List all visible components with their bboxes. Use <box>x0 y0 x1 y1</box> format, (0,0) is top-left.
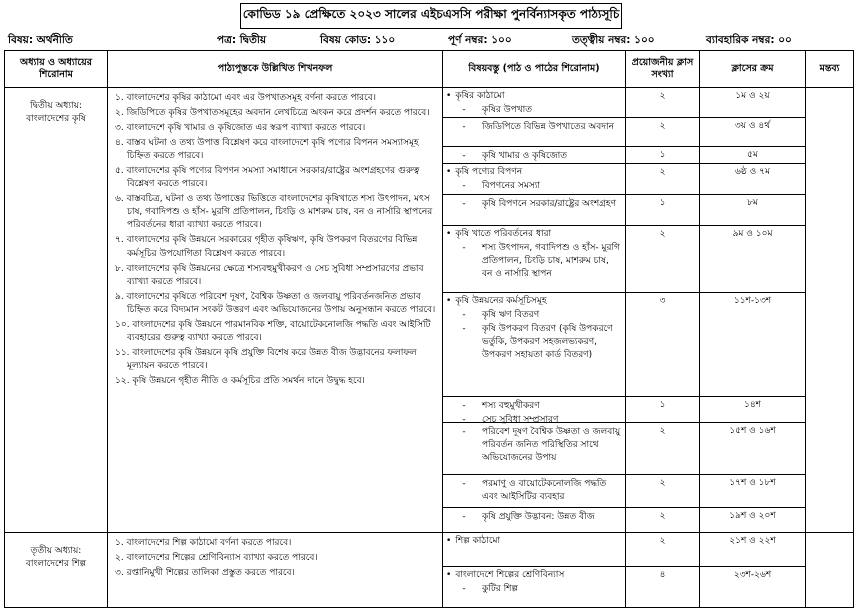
topic-heading: • কৃষির কাঠামো <box>446 90 622 103</box>
class-count: ৩ <box>626 293 699 397</box>
class-count: ৪ <box>659 570 666 580</box>
subtopic <box>446 198 622 211</box>
class-count: ১ <box>626 195 699 226</box>
class-order: ১৪শ <box>700 397 805 423</box>
dash-marker: - <box>462 151 466 161</box>
dash-marker: - <box>462 181 466 192</box>
subtopic <box>446 426 622 465</box>
learning-outcome: ৪. বাস্তব ঘটনা ও তথ্য উপাত্ত বিশ্লেষণ করে বাংলাদেশে কৃষি পণ্যের বিপনন সমস্যাসমূহ চিহ্নিত করতে পারবে। <box>115 138 419 162</box>
topic-block <box>443 226 625 293</box>
class-order: ১৫শ ও ১৬শ <box>700 423 805 475</box>
page-title: কোভিড ১৯ প্রেক্ষিতে ২০২৩ সালের এইচএসসি পরীক্ষা পুনর্বিন্যাসকৃত পাঠ্যসূচি <box>240 3 622 29</box>
class-order: ৯ম ও ১০ম <box>700 226 805 293</box>
full-marks: পূর্ণ নম্বর: ১০০ <box>448 34 512 46</box>
remarks-cell <box>806 88 854 533</box>
order-cell <box>700 88 806 533</box>
class-count: ২ <box>626 88 699 118</box>
subject-code: বিষয় কোড: ১১০ <box>320 34 396 46</box>
class-count: ২ <box>626 226 699 293</box>
topic-block <box>443 567 625 607</box>
learning-outcome: ১২. কৃষি উন্নয়নে গৃহীত নীতি ও কর্মসূচির প্রতি সমর্থন দানে উদ্বুদ্ধ হবে। <box>115 375 365 386</box>
topic-block <box>443 423 625 475</box>
topic-block <box>443 195 625 226</box>
subtopic-text: কৃষি বিপণনে সরকার/রাষ্ট্রের অংশগ্রহণ <box>482 199 617 209</box>
subtopic-text: বিপণনের সমস্যা <box>482 181 541 192</box>
header-content: বিষয়বস্তু (পাঠ ও পাঠের শিরোনাম) <box>443 51 626 88</box>
header-chapter: অধ্যায় ও অধ্যায়ের শিরোনাম <box>5 51 108 88</box>
classes-cell <box>626 533 700 608</box>
chapter-title: দ্বিতীয় অধ্যায়: বাংলাদেশের কৃষি <box>5 88 108 533</box>
dash-marker: - <box>462 324 466 335</box>
header-remarks: মন্তব্য <box>806 51 854 88</box>
dash-marker: - <box>462 427 466 437</box>
header-outcomes: পাঠ্যপুস্তকে উল্লিখিত শিখনফল <box>108 51 443 88</box>
topic-heading: • কৃষি পণ্যের বিপণন <box>446 166 622 179</box>
learning-outcome: ১. বাংলাদেশের কৃষির কাঠামো এবং এর উপখাতসমূহ বর্ণনা করতে পারবে। <box>115 93 376 103</box>
paper-label: পত্র: দ্বিতীয় <box>217 34 267 46</box>
subtopic <box>446 121 622 134</box>
class-count: ২ <box>626 475 699 508</box>
practical-marks: ব্যাবহারিক নম্বর: ০০ <box>706 34 792 46</box>
theory-marks: তত্ত্বীয় নম্বর: ১০০ <box>572 34 655 46</box>
learning-outcome: ৩. বাংলাদেশে কৃষি খামার ও কৃষিজোত এর স্বরূপ ব্যাখ্যা করতে পারবে। <box>115 123 366 134</box>
topic-block <box>443 147 625 164</box>
syllabus-table <box>4 50 854 608</box>
chapter-title: তৃতীয় অধ্যায়: বাংলাদেশের শিল্প <box>5 533 108 608</box>
class-count: ২ <box>626 118 699 147</box>
class-count: ২ <box>626 533 699 567</box>
subtopic-text: কৃষি খামার ও কৃষিজোত <box>482 151 567 161</box>
class-count: ১ <box>626 147 699 164</box>
subtopic-text: শস্য বহুমুখীকরণ <box>482 401 540 411</box>
topic-block <box>443 533 625 567</box>
class-count: ২ <box>626 164 699 195</box>
class-count: ২ <box>626 423 699 475</box>
subtopic <box>446 478 622 504</box>
dash-marker: - <box>462 243 466 254</box>
learning-outcome: ৮. বাংলাদেশের কৃষি উন্নয়নের ক্ষেত্রে শস্যবহুমুখীকরণ ও সেচ সুবিধা সম্প্রসারণের প্রভাব ব্যাখ্যা করতে পারবে। <box>115 263 424 287</box>
chapter-row <box>5 533 854 608</box>
topic-block <box>443 508 625 524</box>
subtopic-text: কৃষি ঋণ বিতরণ <box>482 310 540 321</box>
learning-outcome: ২. জিডিপিতে কৃষির উপখাতসমূহের অবদান লেখচিত্রে অংকন করে প্রদর্শন করতে পারবে। <box>115 108 430 119</box>
class-order: ১১শ-১৩শ <box>700 293 805 397</box>
header-row <box>5 51 854 88</box>
learning-outcome: ৭. বাংলাদেশের কৃষি উন্নয়নে সরকারের গৃহীত কৃষিঋণ, কৃষি উপকরণ বিতরণের বিভিন্ন কর্মসূচির উপযোগিতা বিশ্লেষণ করতে পারবে। <box>115 235 418 259</box>
subtopic-text: সেচ সুবিধা সম্প্রসারণ <box>482 415 559 426</box>
subtopic-text: কুটির শিল্প <box>482 584 518 595</box>
class-order: ৬ষ্ঠ ও ৭ম <box>700 164 805 195</box>
topic-heading: • শিল্প কাঠামো <box>446 535 622 548</box>
subtopic-text: কৃষি উপকরণ বিতরণ (কৃষি উপকরণে ভর্তুকি, উপকরণ সহজলভ্যকরণ, উপকরণ সহায়তা কার্ড বিতরণ) <box>482 324 613 361</box>
dash-marker: - <box>462 479 466 489</box>
header-classes: প্রয়োজনীয় ক্লাস সংখ্যা <box>626 51 700 88</box>
subtopic-text: পরিবেশ দূষণ বৈশ্বিক উষ্ণতা ও জলবায়ু পরিবর্তন জনিত পরিস্থিতির সাথে অভিযোজনের উপায় <box>482 427 621 464</box>
subject-label: বিষয়: অর্থনীতি <box>8 34 73 46</box>
subtopic-text: কৃষি প্রযুক্তি উদ্ভাবন: উন্নত বীজ <box>482 512 595 522</box>
classes-cell <box>626 88 700 533</box>
topic-block <box>443 475 625 508</box>
subtopic-text: শস্য উৎপাদন, গবাদিপশু ও হাঁস- মুরগি প্রতিপালন, চিংড়ি চাষ, মাশরুম চাষ, বন ও নার্সারি স্থাপন <box>482 243 620 280</box>
topic-heading: • বাংলাদেশে শিল্পের শ্রেণিবিন্যাস <box>446 569 622 582</box>
class-count: ২ <box>659 511 666 521</box>
subtopic <box>446 150 622 163</box>
dash-marker: - <box>462 122 466 132</box>
topic-block <box>443 397 625 426</box>
learning-outcome: ৫. বাংলাদেশের কৃষি পণ্যের বিপণন সমস্যা সমাধানে সরকার/রাষ্ট্রের অংশগ্রহণের গুরুত্ব বিশ্লেষণ করতে পারবে। <box>115 166 420 190</box>
dash-marker: - <box>462 199 466 209</box>
topic-heading: • কৃষি খাতে পরিবর্তনের ধারা <box>446 228 622 241</box>
subtopic <box>446 242 622 281</box>
class-count: ১ <box>626 397 699 423</box>
topic-block <box>443 88 625 118</box>
class-order: ১৭শ ও ১৮শ <box>700 475 805 508</box>
learning-outcome: ১১. বাংলাদেশের কৃষি উন্নয়নে কৃষি প্রযুক্তি বিশেষ করে উন্নত বীজ উদ্ভাবনের ফলাফল মূল্যায়ন করতে পারবে। <box>115 347 417 371</box>
outcomes-cell <box>108 533 443 608</box>
learning-outcome: ১০. বাংলাদেশের কৃষি উন্নয়নে পারমানবিক শক্তি, বায়োটেকনোলজি পদ্ধতি এবং আইসিটি ব্যবহারের গুরুত্ব ব্যাখ্যা করতে পারবে। <box>115 319 431 343</box>
dash-marker: - <box>462 310 466 321</box>
subtopic <box>446 309 622 322</box>
topic-block <box>443 164 625 195</box>
chapter-row <box>5 88 854 533</box>
learning-outcome: ৯. বাংলাদেশের কৃষিতে পরিবেশ দূষণ, বৈশ্বিক উষ্ণতা ও জলবায়ু পরিবর্তনজনিত প্রভাব চিহ্নিত করে বিদ্যমান সংকট উত্তরণ এবং অভিযোজনের উপায় অনুসন্ধান করতে পারবে। <box>115 291 436 315</box>
learning-outcome: ১. বাংলাদেশের শিল্প কাঠামো বর্ণনা করতে পারবে। <box>115 538 292 548</box>
remarks-cell <box>806 533 854 608</box>
subtopic <box>446 583 622 596</box>
subtopic <box>446 180 622 193</box>
learning-outcome: ৬. বাস্তবচিত্র, ঘটনা ও তথ্য উপাত্তের ভিত্তিতে বাংলাদেশের কৃষিখাতে শস্য উৎপাদন, মৎস চাষ, গবাদিপশু ও হাঁস- মুরগি প্রতিপালন, চিংড়ি ও মাশরুম চাষ, বন ও নার্সারি স্থাপনের পরিবর্তনের ধারা ব্যাখ্যা করতে পারবে। <box>115 194 433 231</box>
dash-marker: - <box>462 401 466 411</box>
subtopic <box>446 104 622 117</box>
learning-outcome: ২. বাংলাদেশের শিল্পের শ্রেণিবিন্যাস ব্যাখ্যা করতে পারবে। <box>115 553 318 564</box>
learning-outcome: ৩. রপ্তানিমুখী শিল্পের তালিকা প্রস্তুত করতে পারবে। <box>115 568 295 579</box>
class-order: ২১শ ও ২২শ <box>700 533 805 567</box>
class-order: ২৩শ-২৬শ <box>733 570 772 580</box>
topic-heading: • কৃষি উন্নয়নের কর্মসূচিসমূহ <box>446 295 622 308</box>
dash-marker: - <box>462 584 466 595</box>
subtopic-text: জিডিপিতে বিভিন্ন উপখাতের অবদান <box>482 122 614 132</box>
outcomes-cell <box>108 88 443 533</box>
class-order: ৫ম <box>700 147 805 164</box>
content-cell <box>443 88 626 533</box>
subtopic-text: কৃষির উপখাত <box>482 105 533 116</box>
class-order: ৩য় ও ৪র্থ <box>700 118 805 147</box>
subtopic-text: পরমাণু ও বায়োটেকনোলজি পদ্ধতি এবং আইসিটির ব্যবহার <box>482 479 607 503</box>
subtopic <box>446 511 622 524</box>
order-cell <box>700 533 806 608</box>
class-order: ১ম ও ২য় <box>700 88 805 118</box>
class-order: ১৯শ ও ২০শ <box>729 511 776 521</box>
dash-marker: - <box>462 415 466 426</box>
topic-block <box>443 293 625 397</box>
header-order: ক্লাসের ক্রম <box>700 51 806 88</box>
dash-marker: - <box>462 105 466 116</box>
content-cell <box>443 533 626 608</box>
subtopic <box>446 400 622 413</box>
class-order: ৮ম <box>700 195 805 226</box>
subtopic <box>446 323 622 362</box>
topic-block <box>443 118 625 147</box>
dash-marker: - <box>462 512 466 522</box>
